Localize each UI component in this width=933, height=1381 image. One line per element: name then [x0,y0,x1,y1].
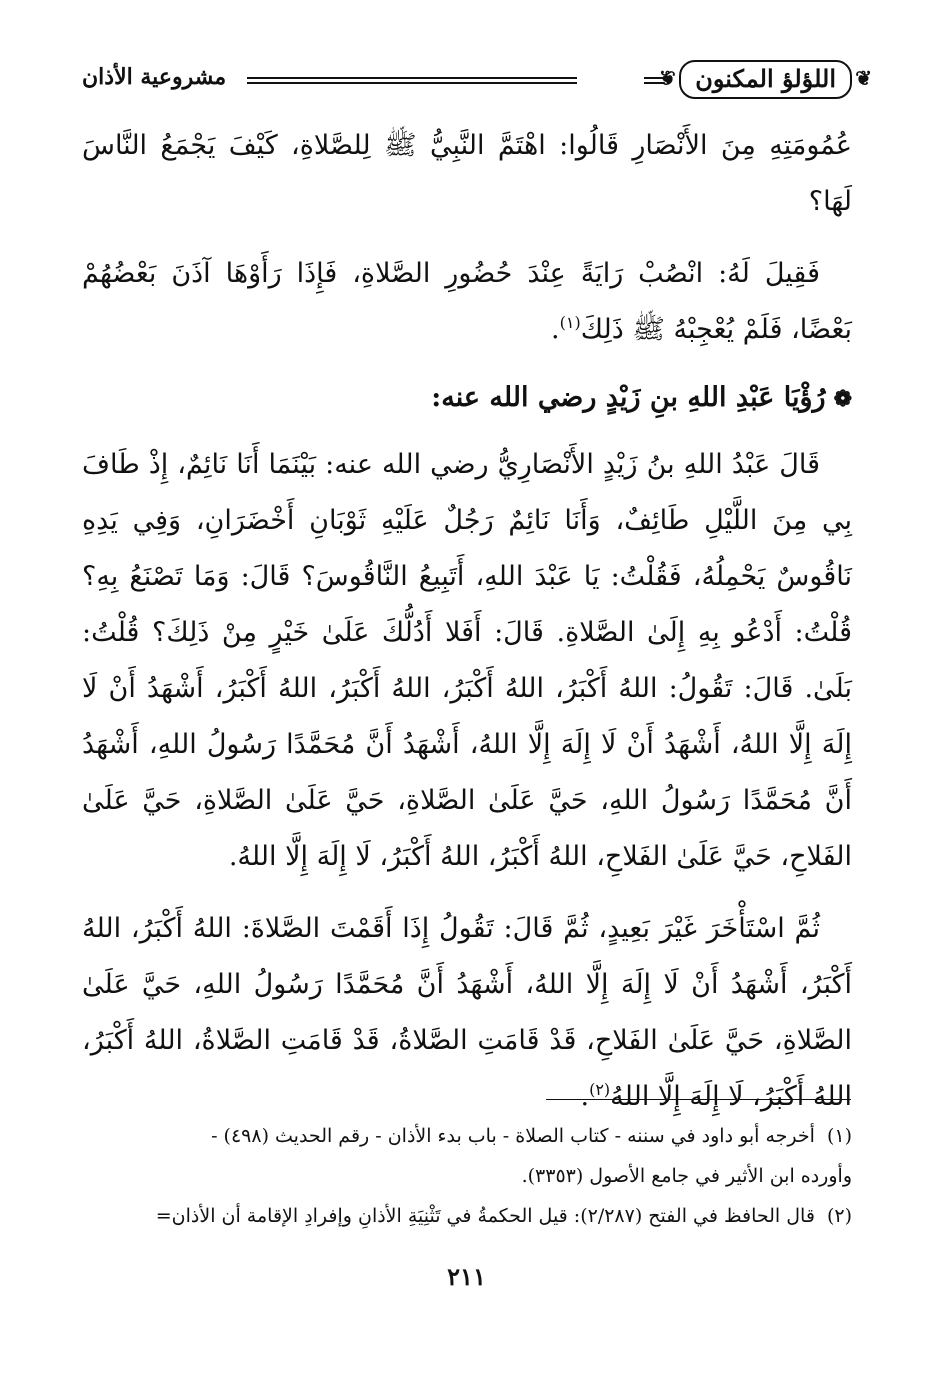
paragraph-4 [82,901,852,1125]
header-rule-right [644,77,664,84]
main-text [82,118,852,1125]
footnote-2-line-1: قال الحافظ في الفتح (٢/٢٨٧): قيل الحكمةُ في تَثْنِيَةِ الأذانِ وإفرادِ الإقامة أن الأذان= [155,1205,815,1227]
flower-bullet-icon: ❁ [833,386,852,412]
footnote-1-continued: وأورده ابن الأثير في جامع الأصول (٣٣٥٣). [521,1165,852,1187]
footnote-ref-1: (١) [559,313,581,332]
header-rule-left [247,77,577,84]
footnote-2-number: (٢) [826,1205,852,1227]
running-header [82,52,852,108]
book-title: ❦ اللؤلؤ المكنون ❦ [679,60,852,99]
chapter-title: مشروعية الأذان [82,64,227,90]
section-heading-text: رُؤْيَا عَبْدِ اللهِ بنِ زَيْدٍ رضي الله عنه: [431,382,826,413]
section-heading [82,370,852,427]
paragraph-4-text: ثُمَّ اسْتَأْخَرَ غَيْرَ بَعِيدٍ، ثُمَّ قَالَ: تَقُولُ إِذَا أَقَمْتَ الصَّلاةَ: اللهُ أَكْبَرُ، اللهُ أَكْبَرُ، أَشْهَدُ أَنْ لَا إِلَهَ إِلَّا اللهُ، أَشْهَدُ أَنَّ مُحَمَّدًا رَسُولُ اللهِ، حَيَّ عَلَىٰ الصَّلاةِ، حَيَّ عَلَىٰ الفَلاحِ، قَدْ قَامَتِ الصَّلاةُ، قَدْ قَامَتِ الصَّلاةُ، اللهُ أَكْبَرُ، اللهُ أَكْبَرُ، لَا إِلَهَ إِلَّا اللهُ [82,913,852,1112]
book-title-ornament [679,60,852,99]
paragraph-2-end: . [551,314,560,345]
paragraph-3: قَالَ عَبْدُ اللهِ بنُ زَيْدٍ الأَنْصَارِيُّ رضي الله عنه: بَيْنَمَا أَنَا نَائِمٌ، إِذْ طَافَ بِي مِنَ اللَّيْلِ طَائِفٌ، وَأَنَا نَائِمٌ رَجُلٌ عَلَيْهِ ثَوْبَانِ أَخْضَرَانِ، وَفِي يَدِهِ نَاقُوسٌ يَحْمِلُهُ، فَقُلْتُ: يَا عَبْدَ اللهِ، أَتَبِيعُ النَّاقُوسَ؟ قَالَ: وَمَا تَصْنَعُ بِهِ؟ قُلْتُ: أَدْعُو بِهِ إِلَىٰ الصَّلاةِ. قَالَ: أَفَلا أَدُلُّكَ عَلَىٰ خَيْرٍ مِنْ ذَلِكَ؟ قُلْتُ: بَلَىٰ. قَالَ: تَقُولُ: اللهُ أَكْبَرُ، اللهُ أَكْبَرُ، اللهُ أَكْبَرُ، اللهُ أَكْبَرُ، أَشْهَدُ أَنْ لَا إِلَهَ إِلَّا اللهُ، أَشْهَدُ أَنْ لَا إِلَهَ إِلَّا اللهُ، أَشْهَدُ أَنَّ مُحَمَّدًا رَسُولُ اللهِ، أَشْهَدُ أَنَّ مُحَمَّدًا رَسُولُ اللهِ، حَيَّ عَلَىٰ الصَّلاةِ، حَيَّ عَلَىٰ الصَّلاةِ، حَيَّ عَلَىٰ الفَلاحِ، حَيَّ عَلَىٰ الفَلاحِ، اللهُ أَكْبَرُ، اللهُ أَكْبَرُ، لَا إِلَهَ إِلَّا اللهُ. [82,449,852,872]
footnote-1 [82,1116,852,1156]
footnote-1-line-1: أخرجه أبو داود في سننه - كتاب الصلاة - باب بدء الأذان - رقم الحديث (٤٩٨) - [211,1125,815,1147]
paragraph-1: عُمُومَتِهِ مِنَ الأَنْصَارِ قَالُوا: اهْتَمَّ النَّبِيُّ ﷺ لِلصَّلاةِ، كَيْفَ يَجْمَعُ النَّاسَ لَهَا؟ [82,130,852,217]
footnote-2 [82,1196,852,1236]
page-number: ٢١١ [447,1262,486,1291]
footnote-ref-2: (٢) [589,1080,611,1099]
paragraph-2 [82,246,852,358]
footnotes [82,1116,852,1236]
paragraph-4-end: . [580,1081,590,1112]
paragraph-2-text: فَقِيلَ لَهُ: انْصُبْ رَايَةً عِنْدَ حُضُورِ الصَّلاةِ، فَإِذَا رَأَوْهَا آذَنَ بَعْضُهُمْ بَعْضًا، فَلَمْ يُعْجِبْهُ ﷺ ذَلِكَ [82,258,852,345]
footnote-1-number: (١) [826,1125,852,1147]
footnote-divider [546,1099,851,1100]
